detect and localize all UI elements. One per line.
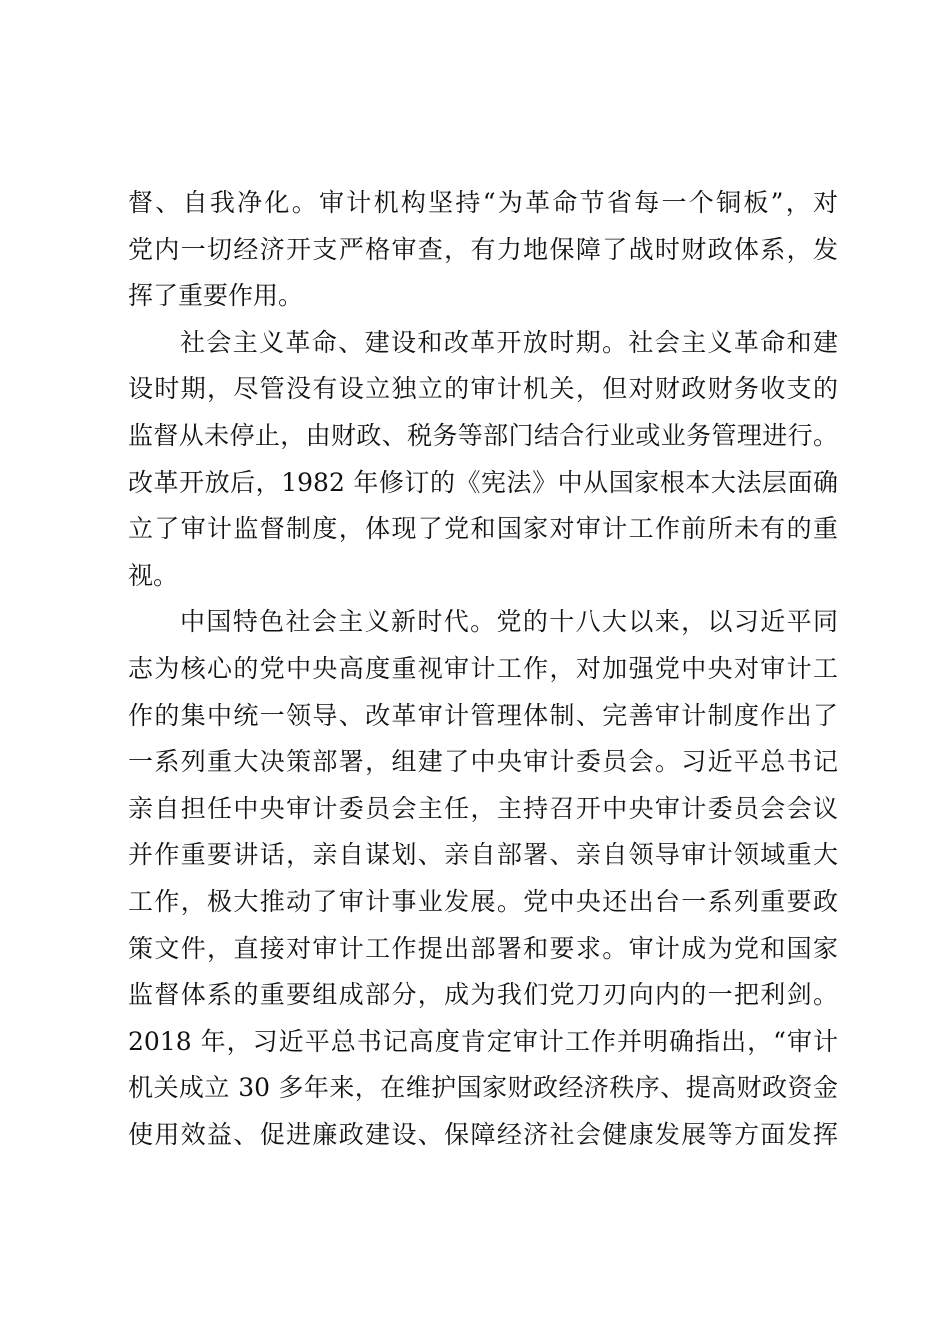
- text-line: 监督从未停止，由财政、税务等部门结合行业或业务管理进行。: [128, 420, 838, 450]
- text-line: 中国特色社会主义新时代。党的十八大以来，以习近平同: [180, 607, 838, 637]
- text-line: 视。: [128, 560, 179, 590]
- text-line: 2018 年，习近平总书记高度肯定审计工作并明确指出，“审计: [128, 1026, 838, 1056]
- text-line: 工作，极大推动了审计事业发展。党中央还出台一系列重要政: [128, 886, 838, 916]
- text-line: 机关成立 30 多年来，在维护国家财政经济秩序、提高财政资金: [128, 1073, 838, 1103]
- text-line: 亲自担任中央审计委员会主任，主持召开中央审计委员会会议: [128, 793, 838, 823]
- text-line: 监督体系的重要组成部分，成为我们党刀刃向内的一把利剑。: [128, 980, 838, 1010]
- text-line: 督、自我净化。审计机构坚持“为革命节省每一个铜板”，对: [128, 188, 838, 217]
- document-body: [128, 180, 838, 1158]
- text-line: 改革开放后，1982 年修订的《宪法》中从国家根本大法层面确: [128, 467, 838, 497]
- paragraph: [128, 180, 838, 320]
- text-line: 策文件，直接对审计工作提出部署和要求。审计成为党和国家: [128, 933, 838, 963]
- text-line: 志为核心的党中央高度重视审计工作，对加强党中央对审计工: [128, 653, 838, 683]
- text-line: 使用效益、促进廉政建设、保障经济社会健康发展等方面发挥: [128, 1119, 838, 1149]
- text-line: 一系列重大决策部署，组建了中央审计委员会。习近平总书记: [128, 747, 838, 777]
- text-line: 立了审计监督制度，体现了党和国家对审计工作前所未有的重: [128, 514, 838, 544]
- text-line: 并作重要讲话，亲自谋划、亲自部署、亲自领导审计领域重大: [128, 840, 838, 870]
- text-line: 作的集中统一领导、改革审计管理体制、完善审计制度作出了: [128, 700, 838, 730]
- text-line: 设时期，尽管没有设立独立的审计机关，但对财政财务收支的: [128, 374, 838, 404]
- text-line: 挥了重要作用。: [128, 281, 304, 311]
- paragraph: [128, 599, 838, 1158]
- paragraph: [128, 320, 838, 600]
- text-line: 党内一切经济开支严格审查，有力地保障了战时财政体系，发: [128, 234, 838, 264]
- text-line: 社会主义革命、建设和改革开放时期。社会主义革命和建: [180, 327, 838, 357]
